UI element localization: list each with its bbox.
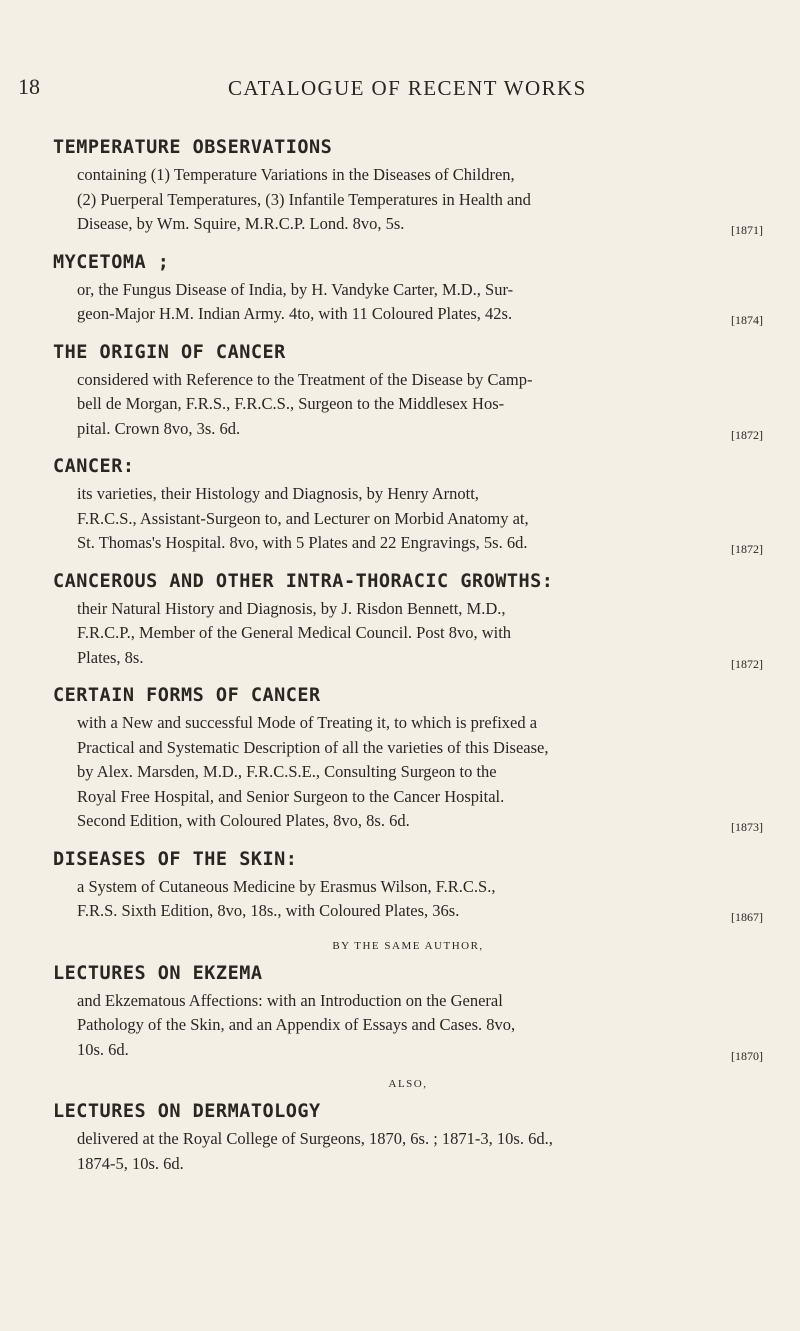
catalogue-entry (53, 136, 763, 237)
entry-description (77, 482, 763, 556)
entry-line: Pathology of the Skin, and an Appendix of Essays and Cases. 8vo, (77, 1015, 516, 1034)
entry-line: 10s. 6d. [1870] (77, 1038, 763, 1063)
catalogue-entry (53, 848, 763, 924)
entry-line: their Natural History and Diagnosis, by J. Risdon Bennett, M.D., (77, 598, 506, 618)
entry-line: F.R.S. Sixth Edition, 8vo, 18s., with Coloured Plates, 36s. [1867] (77, 899, 763, 924)
entry-date: [1870] (731, 1048, 763, 1063)
entry-line: St. Thomas's Hospital. 8vo, with 5 Plates and 22 Engravings, 5s. 6d. [1872] (77, 531, 763, 556)
entry-title: MYCETOMA ; (53, 251, 170, 273)
entry-line: Practical and Systematic Description of all the varieties of this Disease, (77, 737, 549, 757)
entry-separator: ALSO, (388, 1078, 428, 1090)
entry-description (77, 711, 763, 834)
entry-title: TEMPERATURE OBSERVATIONS (53, 137, 333, 158)
catalogue-entry (53, 341, 763, 442)
entry-separator: BY THE SAME AUTHOR, (332, 939, 484, 952)
entry-line: Royal Free Hospital, and Senior Surgeon to the Cancer Hospital. (77, 786, 505, 806)
entry-line: with a New and successful Mode of Treating it, to which is prefixed a (77, 713, 538, 732)
entry-description (77, 278, 763, 327)
entry-description (77, 989, 763, 1063)
entry-line: (2) Puerperal Temperatures, (3) Infantile Temperatures in Health and (77, 189, 531, 209)
catalogue-entries (53, 136, 763, 1190)
entry-title: DISEASES OF THE SKIN: (53, 848, 298, 870)
running-head: CATALOGUE OF RECENT WORKS (228, 76, 587, 100)
entry-description (77, 163, 763, 237)
entry-line: a System of Cutaneous Medicine by Erasmus Wilson, F.R.C.S., (77, 876, 496, 896)
catalogue-entry (53, 962, 763, 1063)
entry-line: pital. Crown 8vo, 3s. 6d. [1872] (77, 417, 763, 442)
entry-date: [1872] (731, 656, 763, 671)
entry-line: geon-Major H.M. Indian Army. 4to, with 11 Coloured Plates, 42s. [1874] (77, 302, 763, 327)
page-number: 18 (18, 74, 40, 99)
entry-line: F.R.C.S., Assistant-Surgeon to, and Lecturer on Morbid Anatomy at, (77, 508, 529, 528)
entry-line: containing (1) Temperature Variations in the Diseases of Children, (77, 165, 515, 184)
entry-line: considered with Reference to the Treatment of the Disease by Camp- (77, 369, 533, 389)
entry-line: Second Edition, with Coloured Plates, 8vo, 8s. 6d. [1873] (77, 809, 763, 834)
entry-date: [1874] (731, 313, 763, 327)
entry-line: delivered at the Royal College of Surgeons, 1870, 6s. ; 1871-3, 10s. 6d., (77, 1129, 553, 1148)
entry-line: 1874-5, 10s. 6d. (77, 1153, 184, 1173)
entry-title: CANCER: (53, 456, 135, 477)
entry-line: and Ekzematous Affections: with an Introduction on the General (77, 990, 503, 1010)
entry-date: [1867] (731, 910, 763, 924)
catalogue-entry (53, 570, 763, 671)
entry-line: F.R.C.P., Member of the General Medical Council. Post 8vo, with (77, 623, 512, 642)
entry-title: CANCEROUS AND OTHER INTRA-THORACIC GROWTHS: (53, 570, 554, 592)
entry-date: [1871] (731, 223, 763, 237)
entry-line: bell de Morgan, F.R.S., F.R.C.S., Surgeon to the Middlesex Hos- (77, 394, 505, 413)
entry-line: Plates, 8s. [1872] (77, 646, 763, 671)
catalogue-entry (53, 251, 763, 327)
entry-description (77, 597, 763, 671)
entry-title: LECTURES ON EKZEMA (53, 962, 263, 984)
entry-line: its varieties, their Histology and Diagnosis, by Henry Arnott, (77, 484, 479, 503)
catalogue-entry (53, 455, 763, 556)
entry-date: [1873] (731, 820, 763, 834)
entry-date: [1872] (731, 427, 763, 442)
entry-line: Disease, by Wm. Squire, M.R.C.P. Lond. 8vo, 5s. [1871] (77, 212, 763, 237)
entry-description (77, 1127, 763, 1176)
entry-line: or, the Fungus Disease of India, by H. Vandyke Carter, M.D., Sur- (77, 279, 514, 299)
entry-line: by Alex. Marsden, M.D., F.R.C.S.E., Consulting Surgeon to the (77, 762, 497, 781)
entry-title: CERTAIN FORMS OF CANCER (53, 685, 321, 706)
entry-description (77, 368, 763, 442)
catalogue-entry (53, 1100, 763, 1176)
entry-title: LECTURES ON DERMATOLOGY (53, 1101, 321, 1122)
entry-title: THE ORIGIN OF CANCER (53, 341, 286, 363)
entry-date: [1872] (731, 542, 763, 556)
catalogue-entry (53, 684, 763, 834)
entry-description (77, 875, 763, 924)
